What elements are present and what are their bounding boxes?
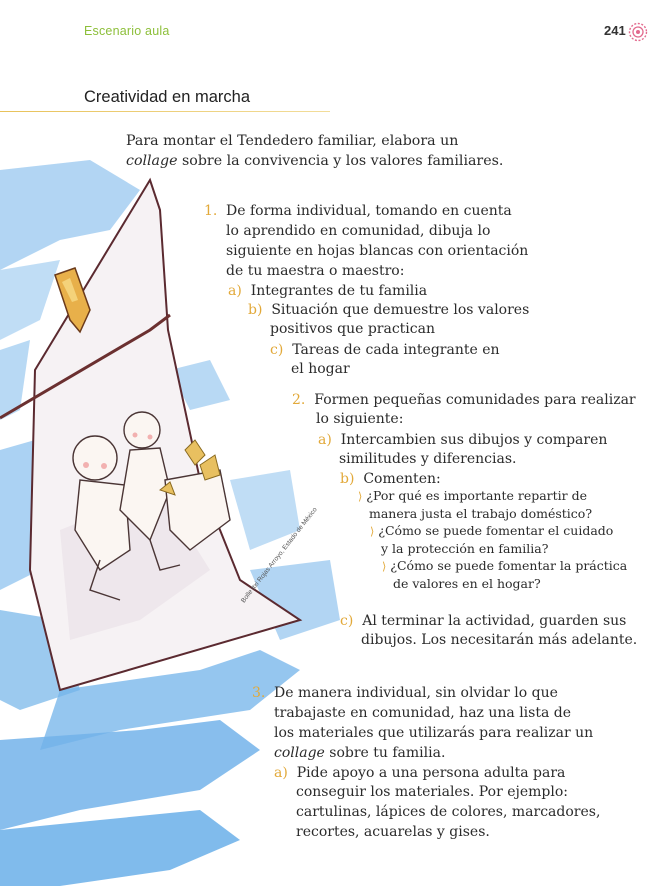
step-3-text: De manera individual, sin olvidar lo que trabajaste en comunidad, haz una lista de los materiales que utilizarás para realizar un collage sobre tu familia.: [274, 685, 594, 761]
step-2-c-line2: dibujos. Los necesitarán más adelante.: [361, 632, 638, 648]
title-underline: [0, 111, 330, 112]
step-number: 1.: [204, 203, 218, 219]
step-1-b: b) Situación que demuestre los valores: [248, 302, 530, 318]
step-2-a: a) Intercambien sus dibujos y comparen: [318, 432, 608, 448]
step-2-b: b) Comenten:: [340, 471, 441, 487]
step-1-text: De forma individual, tomando en cuenta lo aprendido en comunidad, dibuja lo siguiente en hojas blancas con orientación de tu maestra o maestro:: [226, 203, 529, 279]
step-3: 3.: [252, 685, 266, 701]
step-1-c: c) Tareas de cada integrante en: [270, 342, 500, 358]
section-label: Escenario aula: [84, 24, 170, 38]
sun-rosette-icon: [628, 22, 648, 42]
step-1: [204, 201, 217, 221]
question-1-line2: manera justa el trabajo doméstico?: [369, 506, 593, 521]
intro-line: collage sobre la convivencia y los valores familiares.: [126, 153, 504, 169]
question-1: ⟩ ¿Por qué es importante repartir de: [358, 488, 588, 503]
question-3-line2: de valores en el hogar?: [393, 576, 541, 591]
intro-line: Para montar el Tendedero familiar, elabora un: [126, 133, 459, 149]
question-2: ⟩ ¿Cómo se puede fomentar el cuidado: [370, 523, 614, 538]
step-1-a: a) Integrantes de tu familia: [228, 283, 428, 299]
step-2-line2: lo siguiente:: [316, 411, 404, 427]
step-1-c-line2: el hogar: [291, 361, 350, 377]
page-number: 241: [604, 23, 626, 38]
step-2-a-line2: similitudes y diferencias.: [339, 451, 517, 467]
step-1-b-line2: positivos que practican: [270, 321, 435, 337]
clothespin: [55, 268, 90, 332]
question-3: ⟩ ¿Cómo se puede fomentar la práctica: [382, 558, 628, 573]
intro-paragraph: [126, 131, 506, 171]
step-2: 2. Formen pequeñas comunidades para realizar: [292, 392, 636, 408]
step-3-a: a) Pide apoyo a una persona adulta para: [274, 765, 566, 781]
page-title: Creatividad en marcha: [84, 88, 250, 106]
question-2-line2: y la protección en familia?: [381, 541, 549, 556]
step-2-c: c) Al terminar la actividad, guarden sus: [340, 613, 627, 629]
step-3-a-rest: conseguir los materiales. Por ejemplo: cartulinas, lápices de colores, marcadores, recortes, acuarelas y gises.: [296, 784, 601, 840]
illustration-credit: Bolle Itxi Rojas Arroyo, Estado de México: [240, 506, 319, 605]
